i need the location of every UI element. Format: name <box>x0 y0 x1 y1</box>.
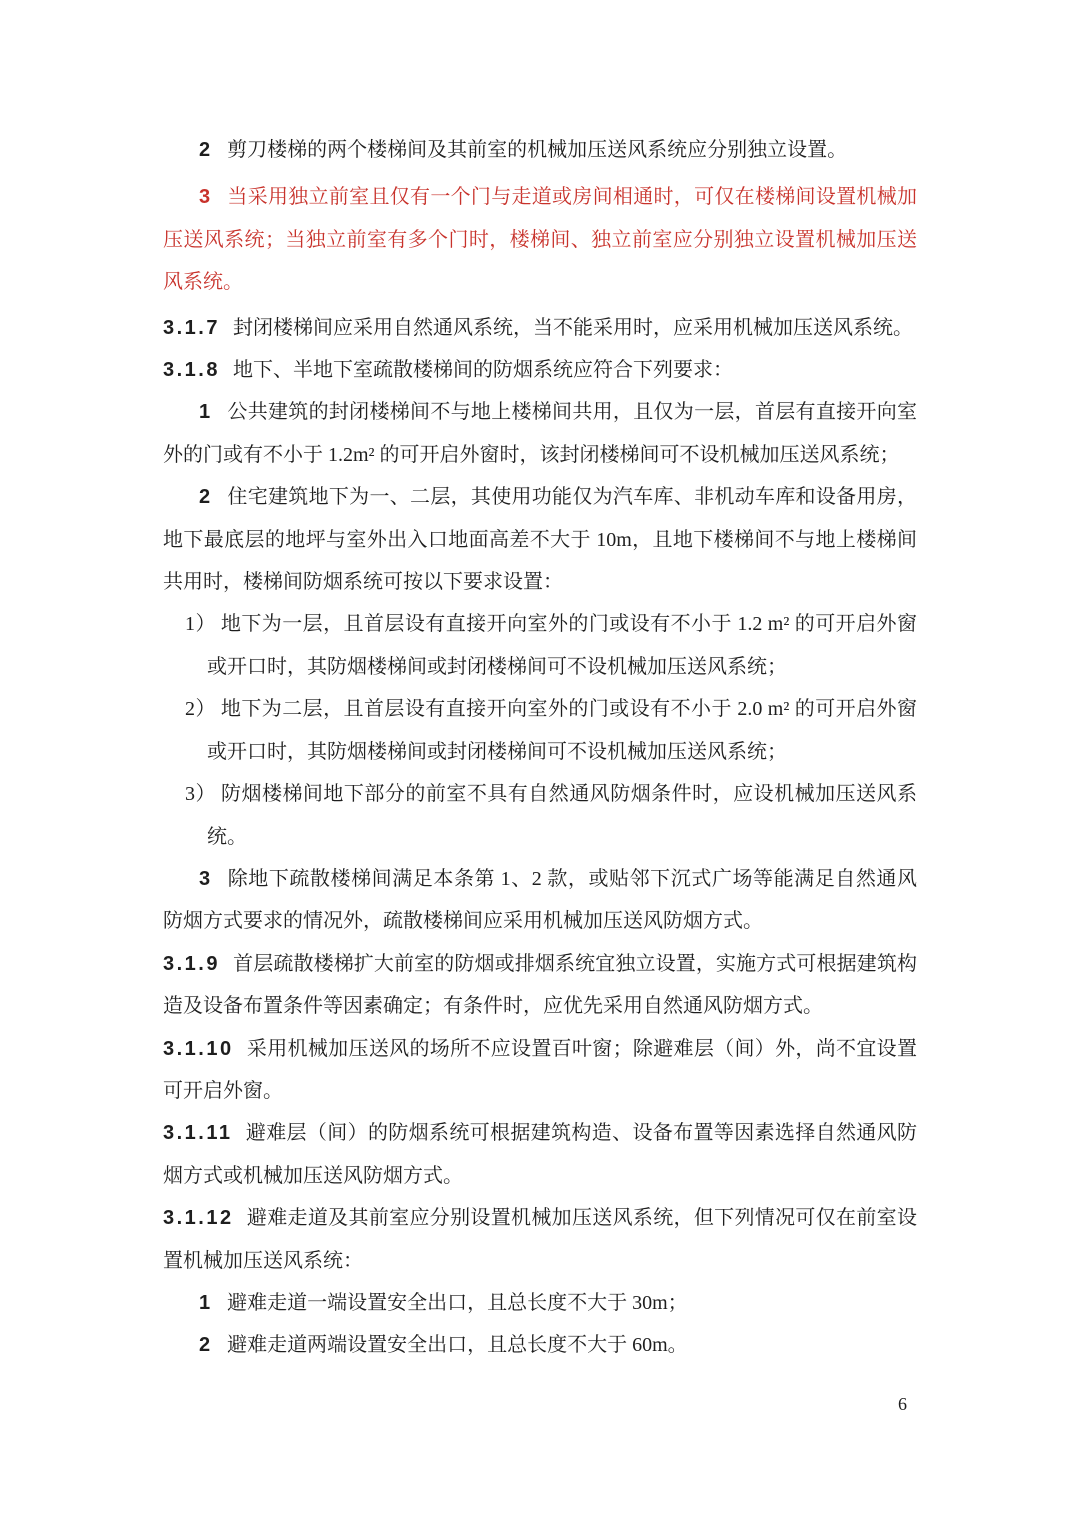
paragraph-text: 避难走道一端设置安全出口，且总长度不大于 30m； <box>227 1291 688 1314</box>
paragraph-number: 2） <box>185 698 216 721</box>
paragraph <box>163 773 917 858</box>
paragraph-text: 公共建筑的封闭楼梯间不与地上楼梯间共用，且仅为一层，首层有直接开向室外的门或有不小于 1.2m² 的可开启外窗时，该封闭楼梯间可不设机械加压送风系统； <box>163 401 917 466</box>
paragraph <box>163 176 917 303</box>
paragraph <box>163 391 917 476</box>
paragraph-number: 3） <box>185 783 216 806</box>
paragraph-number: 3.1.8 <box>163 359 220 382</box>
paragraph <box>163 1282 917 1324</box>
paragraph-text: 剪刀楼梯的两个楼梯间及其前室的机械加压送风系统应分别独立设置。 <box>227 139 848 161</box>
paragraph-text: 首层疏散楼梯扩大前室的防烟或排烟系统宜独立设置，实施方式可根据建筑构造及设备布置条件等因素确定；有条件时，应优先采用自然通风防烟方式。 <box>163 952 917 1018</box>
paragraph-number: 2 <box>199 139 211 161</box>
paragraph-number: 1 <box>199 401 211 424</box>
paragraph-text: 除地下疏散楼梯间满足本条第 1、2 款，或贴邻下沉式广场等能满足自然通风防烟方式要求的情况外，疏散楼梯间应采用机械加压送风防烟方式。 <box>163 867 917 933</box>
paragraph-text: 地下为二层，且首层设有直接开向室外的门或设有不小于 2.0 m² 的可开启外窗或开口时，其防烟楼梯间或封闭楼梯间可不设机械加压送风系统； <box>207 698 917 763</box>
paragraph-number: 2 <box>199 486 211 509</box>
paragraph <box>163 349 917 391</box>
paragraph-number: 3 <box>199 186 211 209</box>
paragraph-text: 住宅建筑地下为一、二层，其使用功能仅为汽车库、非机动车库和设备用房，地下最底层的地坪与室外出入口地面高差不大于 10m，且地下楼梯间不与地上楼梯间共用时，楼梯间防烟系统可按以下要求设置： <box>163 486 917 594</box>
paragraph <box>163 943 917 1028</box>
document-body <box>163 129 917 1367</box>
paragraph <box>163 1028 917 1113</box>
paragraph-text: 避难走道两端设置安全出口，且总长度不大于 60m。 <box>227 1334 688 1357</box>
paragraph-text: 避难层（间）的防烟系统可根据建筑构造、设备布置等因素选择自然通风防烟方式或机械加压送风防烟方式。 <box>163 1122 917 1187</box>
paragraph-number: 3.1.7 <box>163 316 220 339</box>
paragraph-text: 封闭楼梯间应采用自然通风系统，当不能采用时，应采用机械加压送风系统。 <box>232 316 913 339</box>
paragraph <box>163 476 917 603</box>
paragraph <box>163 688 917 773</box>
page-number: 6 <box>898 1394 907 1414</box>
paragraph-number: 3.1.12 <box>163 1207 234 1230</box>
paragraph-text: 避难走道及其前室应分别设置机械加压送风系统，但下列情况可仅在前室设置机械加压送风系统： <box>163 1207 917 1272</box>
paragraph-number: 1） <box>185 613 216 636</box>
paragraph <box>163 307 917 349</box>
paragraph-text: 采用机械加压送风的场所不应设置百叶窗；除避难层（间）外，尚不宜设置可开启外窗。 <box>163 1037 917 1102</box>
paragraph <box>163 1197 917 1282</box>
paragraph-number: 3.1.11 <box>163 1122 233 1145</box>
paragraph <box>163 603 917 688</box>
paragraph-number: 3.1.9 <box>163 952 220 975</box>
paragraph-text: 当采用独立前室且仅有一个门与走道或房间相通时，可仅在楼梯间设置机械加压送风系统；当独立前室有多个门时，楼梯间、独立前室应分别独立设置机械加压送风系统。 <box>163 186 917 294</box>
paragraph <box>163 858 917 943</box>
paragraph-number: 3 <box>199 867 211 890</box>
paragraph-text: 地下为一层，且首层设有直接开向室外的门或设有不小于 1.2 m² 的可开启外窗或开口时，其防烟楼梯间或封闭楼梯间可不设机械加压送风系统； <box>207 613 917 678</box>
paragraph-number: 3.1.10 <box>163 1037 234 1060</box>
paragraph-number: 1 <box>199 1291 211 1314</box>
paragraph <box>163 1112 917 1197</box>
paragraph-text: 地下、半地下室疏散楼梯间的防烟系统应符合下列要求： <box>232 359 733 382</box>
paragraph-number: 2 <box>199 1334 211 1357</box>
paragraph-text: 防烟楼梯间地下部分的前室不具有自然通风防烟条件时，应设机械加压送风系统。 <box>207 783 918 848</box>
paragraph <box>163 1324 917 1366</box>
paragraph <box>163 129 917 171</box>
